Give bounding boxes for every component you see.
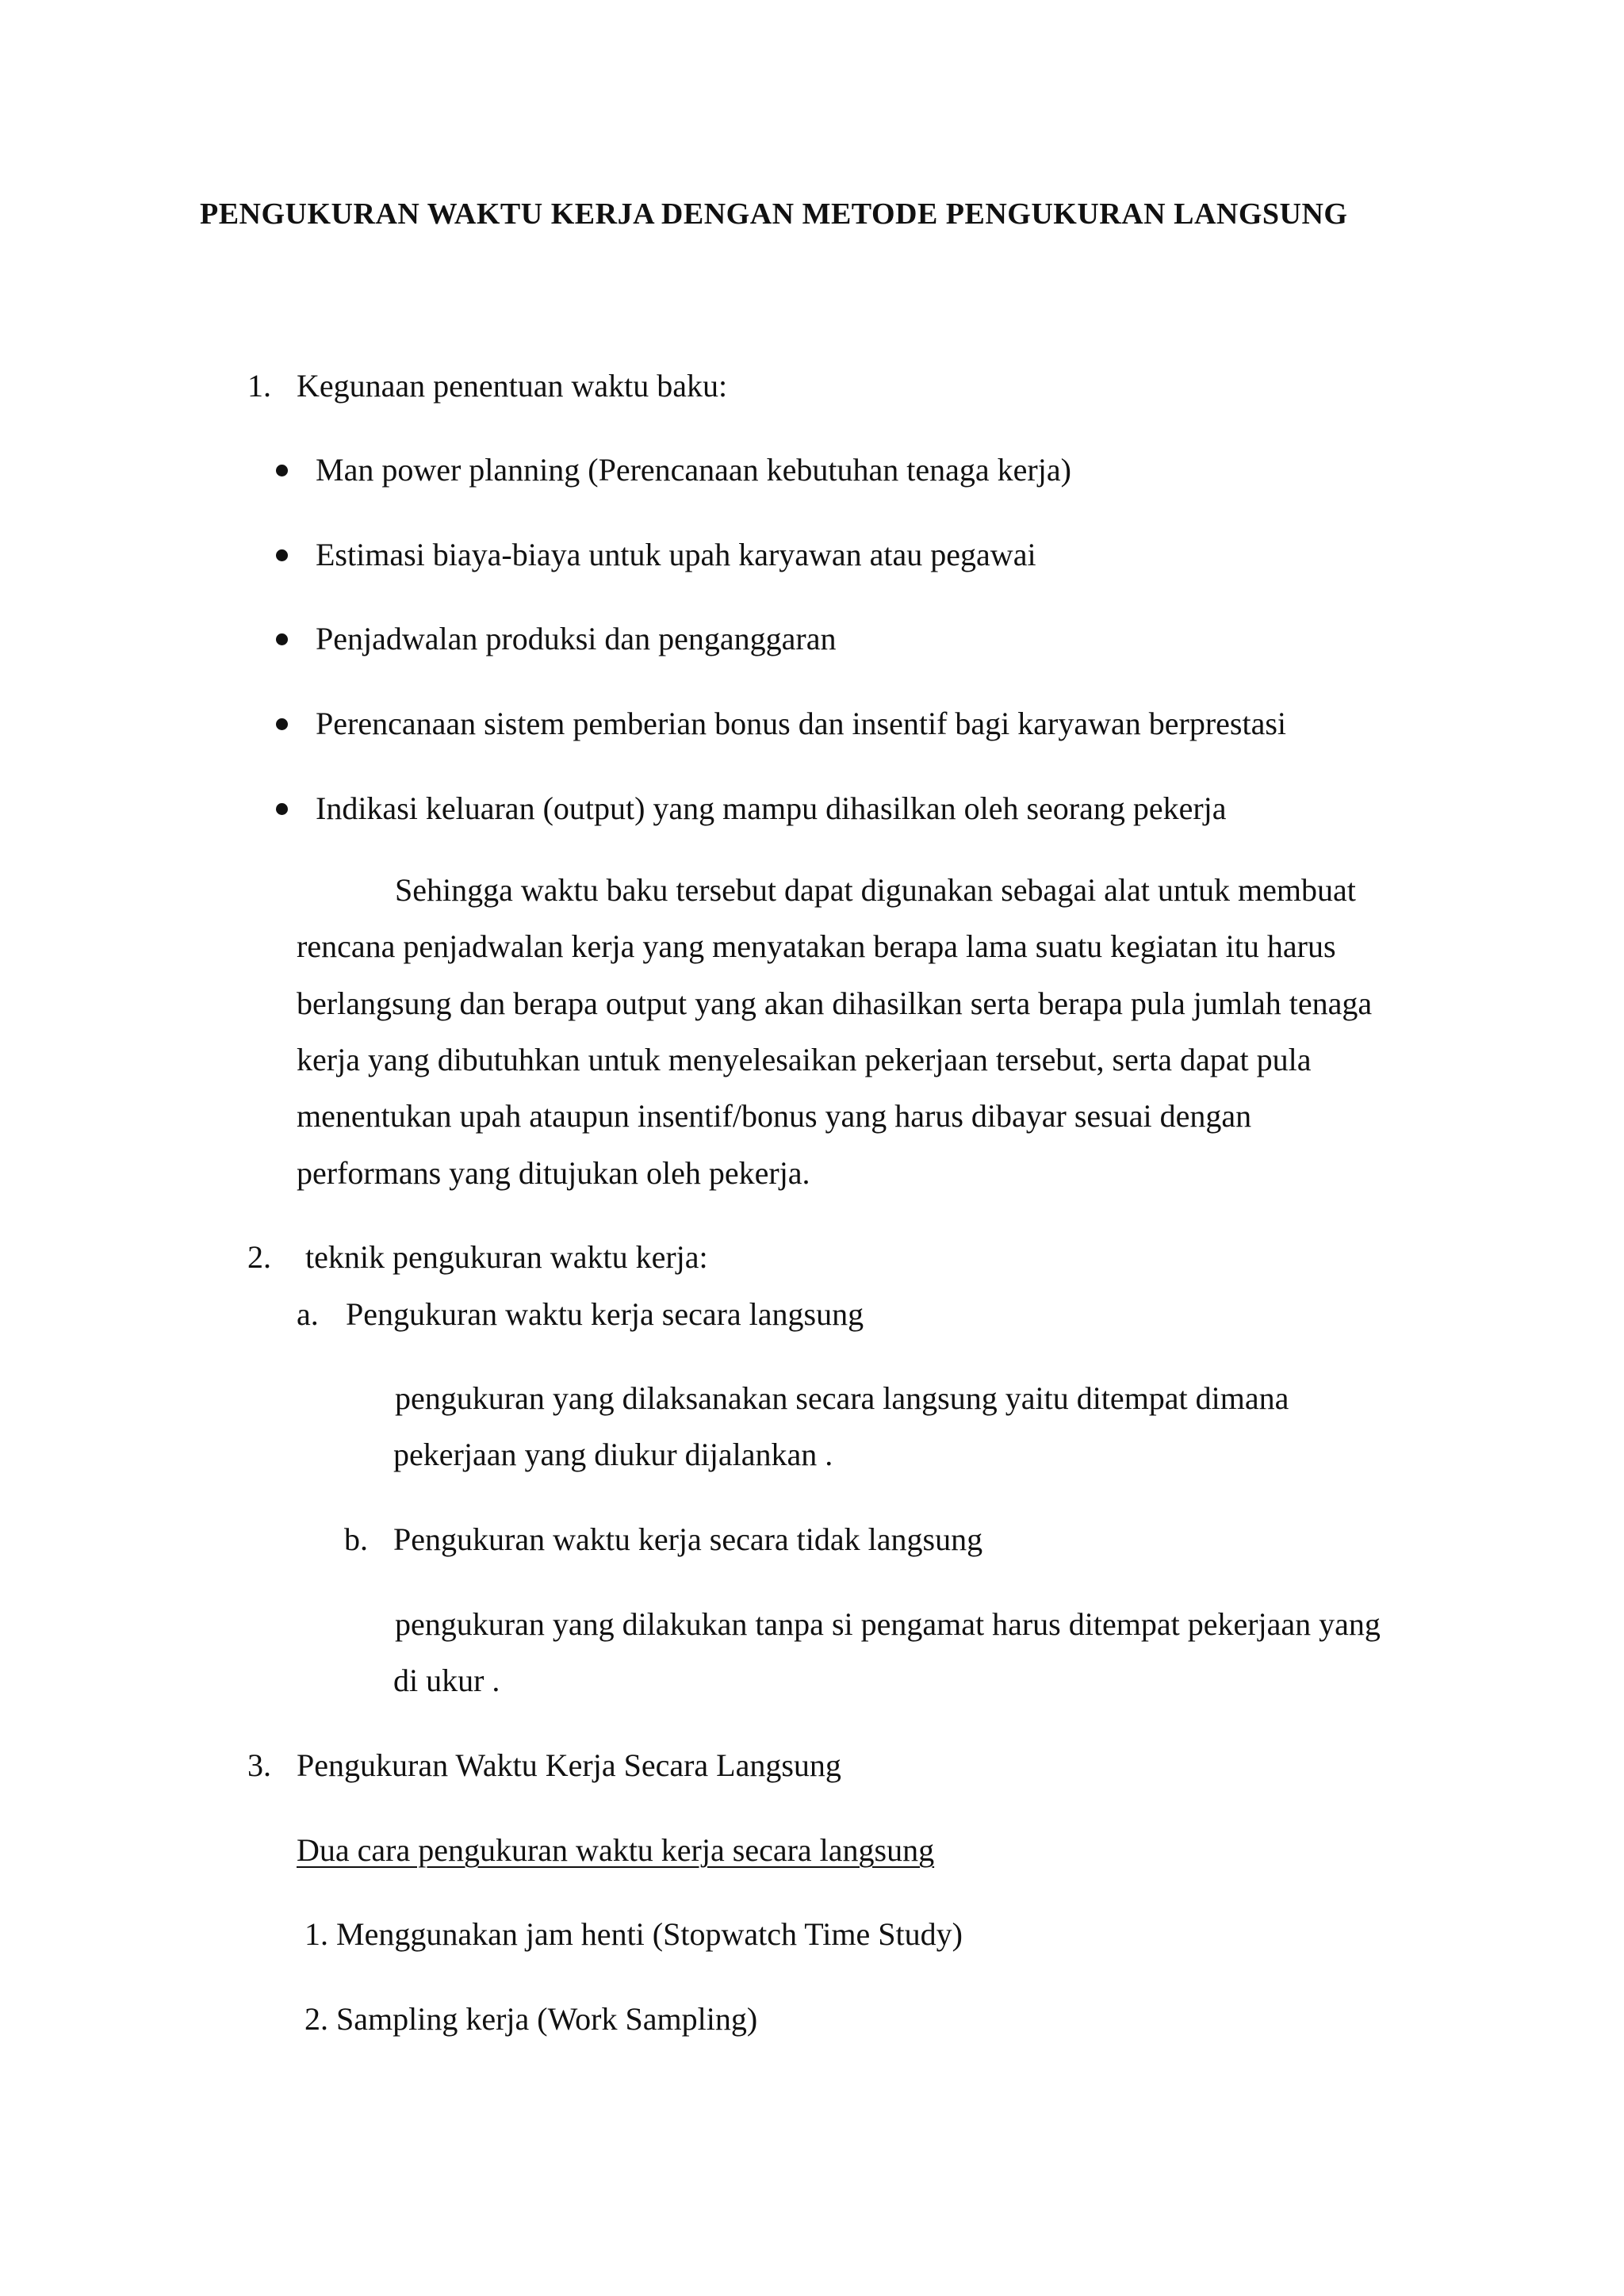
paragraph-line-3: berlangsung dan berapa output yang akan dihasilkan serta berapa pula jumlah tenaga — [297, 985, 1373, 1021]
method-item-1: 1. Menggunakan jam henti (Stopwatch Time Study) — [304, 1916, 963, 1952]
item-a-line-1: pengukuran yang dilaksanakan secara langsung yaitu ditempat dimana — [395, 1380, 1289, 1416]
method-item-2: 2. Sampling kerja (Work Sampling) — [304, 2001, 758, 2037]
item-b-line-2: di ukur . — [393, 1663, 500, 1698]
section-2-number: 2. — [247, 1239, 271, 1275]
paragraph-line-2: rencana penjadwalan kerja yang menyatakan berapa lama suatu kegiatan itu harus — [297, 928, 1336, 964]
item-b-line-1: pengukuran yang dilakukan tanpa si pengamat harus ditempat pekerjaan yang — [395, 1606, 1381, 1642]
item-a-line-2: pekerjaan yang diukur dijalankan . — [393, 1437, 833, 1472]
section-3-subheading: Dua cara pengukuran waktu kerja secara langsung — [297, 1832, 935, 1868]
bullet-item-5: Indikasi keluaran (output) yang mampu dihasilkan oleh seorang pekerja — [316, 790, 1227, 826]
bullet-item-4: Perencanaan sistem pemberian bonus dan insentif bagi karyawan berprestasi — [316, 706, 1287, 741]
item-a-marker: a. — [297, 1296, 319, 1332]
bullet-item-1: Man power planning (Perencanaan kebutuhan tenaga kerja) — [316, 452, 1071, 488]
bullet-icon — [276, 718, 288, 730]
section-1-number: 1. — [247, 368, 271, 404]
paragraph-line-5: menentukan upah ataupun insentif/bonus yang harus dibayar sesuai dengan — [297, 1098, 1252, 1134]
section-3-number: 3. — [247, 1747, 271, 1783]
bullet-icon — [276, 465, 288, 476]
bullet-item-2: Estimasi biaya-biaya untuk upah karyawan atau pegawai — [316, 537, 1036, 572]
section-2-heading: teknik pengukuran waktu kerja: — [305, 1239, 708, 1275]
item-a-heading: Pengukuran waktu kerja secara langsung — [346, 1296, 864, 1332]
item-b-marker: b. — [344, 1521, 368, 1557]
section-1-heading: Kegunaan penentuan waktu baku: — [297, 368, 728, 404]
page-title: PENGUKURAN WAKTU KERJA DENGAN METODE PENGUKURAN LANGSUNG — [200, 197, 1348, 231]
section-3-heading: Pengukuran Waktu Kerja Secara Langsung — [297, 1747, 841, 1783]
paragraph-line-1: Sehingga waktu baku tersebut dapat digunakan sebagai alat untuk membuat — [395, 872, 1356, 908]
bullet-icon — [276, 803, 288, 815]
bullet-icon — [276, 633, 288, 645]
item-b-heading: Pengukuran waktu kerja secara tidak langsung — [393, 1521, 983, 1557]
bullet-icon — [276, 549, 288, 561]
paragraph-line-4: kerja yang dibutuhkan untuk menyelesaikan pekerjaan tersebut, serta dapat pula — [297, 1042, 1312, 1077]
paragraph-line-6: performans yang ditujukan oleh pekerja. — [297, 1155, 810, 1191]
bullet-item-3: Penjadwalan produksi dan penganggaran — [316, 621, 837, 656]
